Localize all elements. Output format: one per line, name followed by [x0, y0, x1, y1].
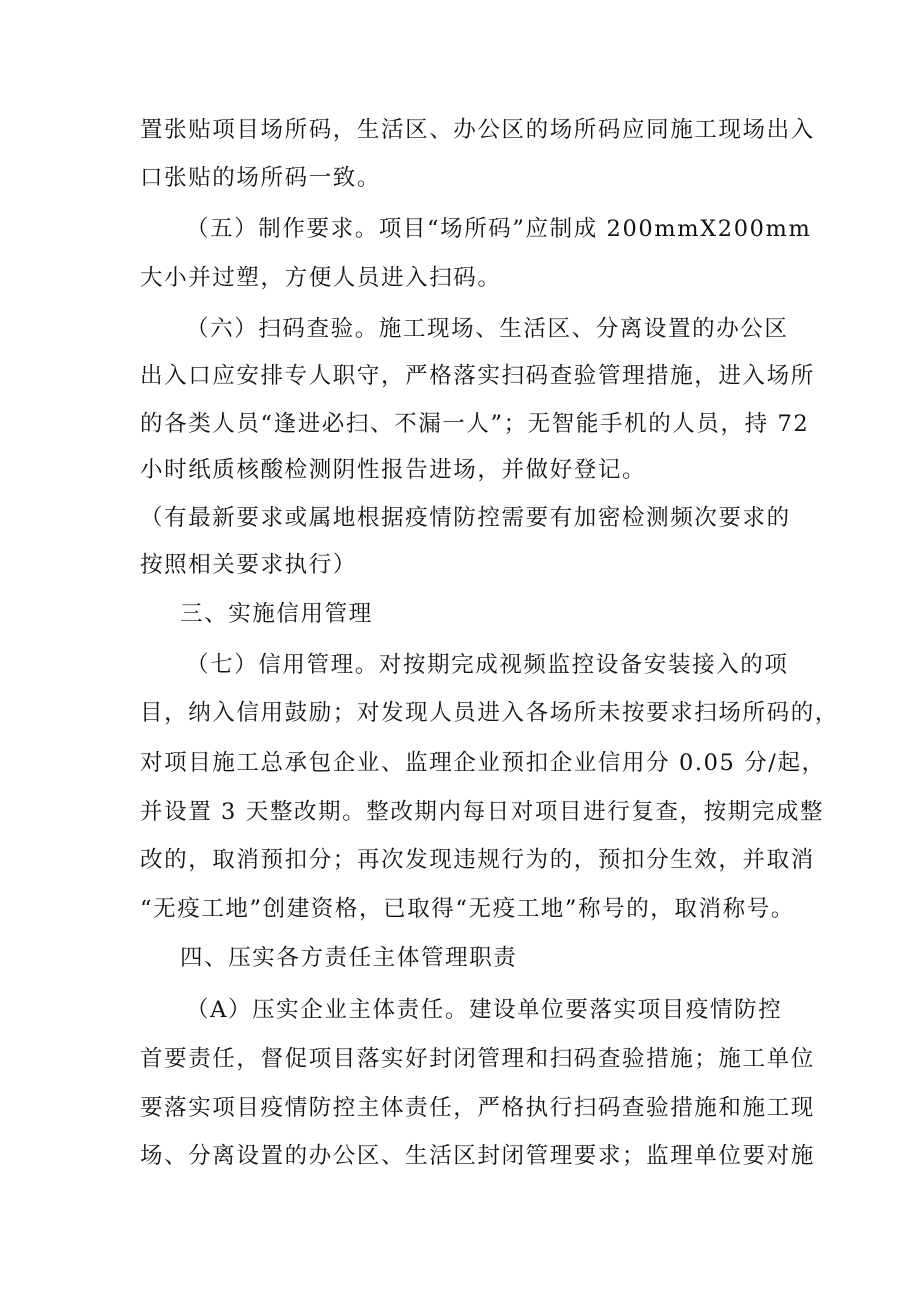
- paragraph-line: “无疫工地”创建资格，已取得“无疫工地”称号的，取消称号。: [140, 896, 795, 922]
- paragraph-line: 要落实项目疫情防控主体责任，严格执行扫码查验措施和施工现: [140, 1095, 815, 1121]
- paragraph-line: （六）扫码查验。施工现场、生活区、分离设置的办公区: [186, 316, 789, 342]
- paragraph-line: 口张贴的场所码一致。: [140, 165, 382, 191]
- paragraph-line: 并设置 3 天整改期。整改期内每日对项目进行复查，按期完成整: [140, 799, 825, 825]
- paragraph-line: 置张贴项目场所码，生活区、办公区的场所码应同施工现场出入: [140, 117, 815, 143]
- paragraph-line: 大小并过塑，方便人员进入扫码。: [140, 265, 502, 291]
- paragraph-line: 小时纸质核酸检测阴性报告进场，并做好登记。: [140, 457, 647, 483]
- paragraph-line: （A）压实企业主体责任。建设单位要落实项目疫情防控: [186, 997, 783, 1023]
- paragraph-line: 出入口应安排专人职守，严格落实扫码查验管理措施，进入场所: [140, 363, 815, 389]
- paragraph-line: （五）制作要求。项目“场所码”应制成 200mmX200mm: [186, 216, 812, 242]
- paragraph-line: （有最新要求或属地根据疫情防控需要有加密检测频次要求的: [140, 505, 791, 531]
- paragraph-line: 首要责任，督促项目落实好封闭管理和扫码查验措施；施工单位: [140, 1046, 815, 1072]
- paragraph-line: 改的，取消预扣分；再次发现违规行为的，预扣分生效，并取消: [140, 847, 815, 873]
- paragraph-line: 的各类人员“逢进必扫、不漏一人”；无智能手机的人员，持 72: [140, 411, 810, 437]
- paragraph-line: 按照相关要求执行）: [140, 552, 357, 578]
- paragraph-line: （七）信用管理。对按期完成视频监控设备安装接入的项: [186, 652, 789, 678]
- paragraph-line: 目，纳入信用鼓励；对发现人员进入各场所未按要求扫场所码的，: [140, 700, 839, 726]
- section-heading: 四、压实各方责任主体管理职责: [180, 945, 518, 971]
- section-heading: 三、实施信用管理: [180, 601, 373, 627]
- paragraph-line: 场、分离设置的办公区、生活区封闭管理要求；监理单位要对施: [140, 1143, 815, 1169]
- paragraph-line: 对项目施工总承包企业、监理企业预扣企业信用分 0.05 分/起，: [140, 750, 826, 776]
